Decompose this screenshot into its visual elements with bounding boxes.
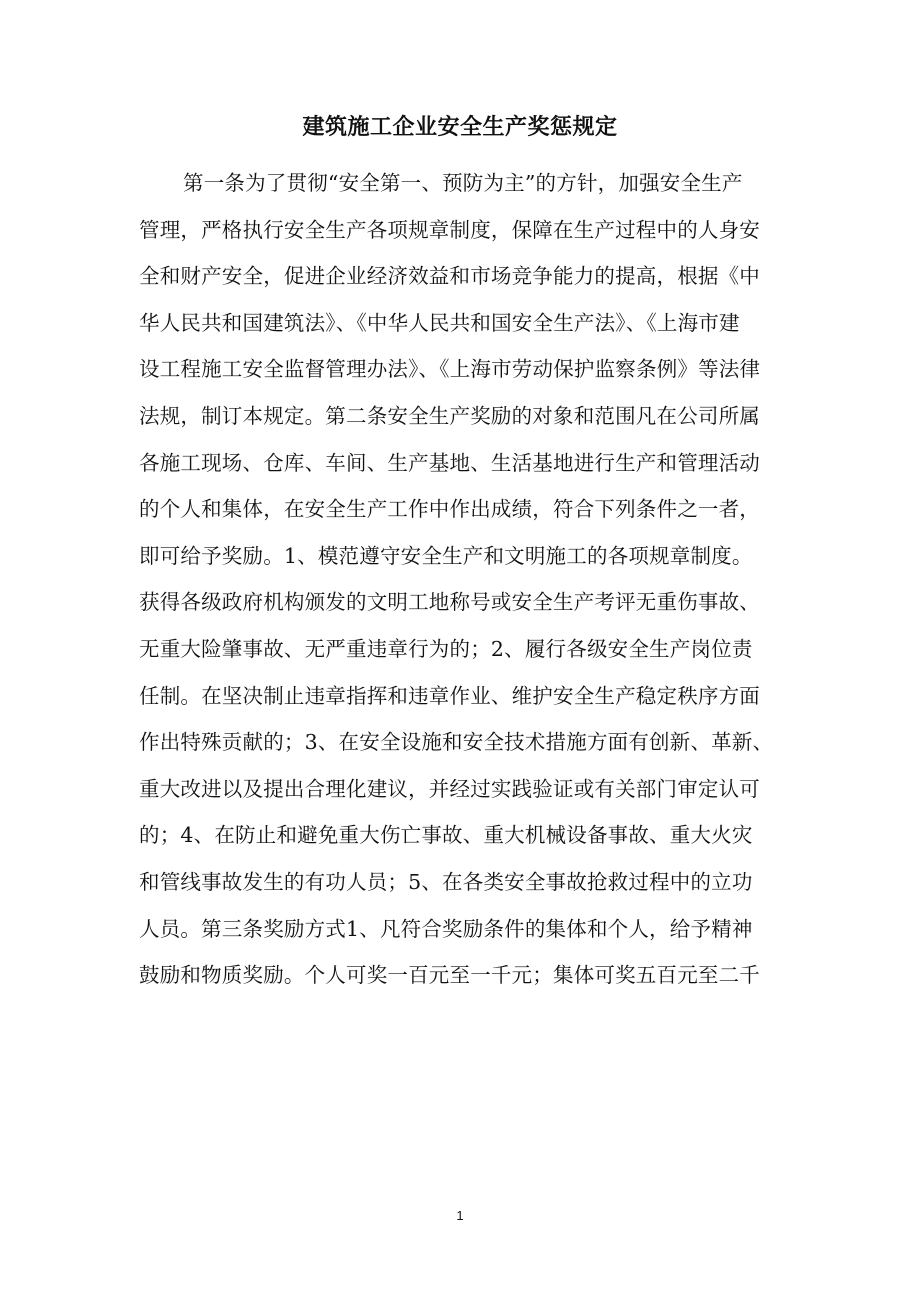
body-line: 人员。第三条奖励方式1、凡符合奖励条件的集体和个人，给予精神: [139, 916, 753, 941]
body-line: 设工程施工安全监督管理办法》、《上海市劳动保护监察条例》等法律: [139, 357, 761, 382]
body-line: 任制。在坚决制止违章指挥和违章作业、维护安全生产稳定秩序方面: [139, 683, 760, 708]
body-line: 作出特殊贡献的；3、在安全设施和安全技术措施方面有创新、革新、: [139, 730, 774, 755]
body-line: 的；4、在防止和避免重大伤亡事故、重大机械设备事故、重大火灾: [139, 823, 753, 848]
body-line: 第一条为了贯彻“安全第一、预防为主”的方针，加强安全生产: [183, 171, 743, 195]
body-line: 法规，制订本规定。第二条安全生产奖励的对象和范围凡在公司所属: [139, 403, 760, 428]
document-body: [139, 168, 789, 1007]
body-line: 华人民共和国建筑法》、《中华人民共和国安全生产法》、《上海市建: [139, 310, 740, 335]
body-line: 重大改进以及提出合理化建议，并经过实践验证或有关部门审定认可: [139, 776, 760, 801]
body-line: 即可给予奖励。1、模范遵守安全生产和文明施工的各项规章制度。: [139, 543, 753, 568]
document-title: 建筑施工企业安全生产奖惩规定: [302, 114, 618, 140]
body-line: 获得各级政府机构颁发的文明工地称号或安全生产考评无重伤事故、: [139, 590, 760, 615]
body-line: 和管线事故发生的有功人员；5、在各类安全事故抢救过程中的立功: [139, 869, 753, 894]
body-line: 全和财产安全，促进企业经济效益和市场竞争能力的提高，根据《中: [139, 264, 760, 289]
body-line: 无重大险肇事故、无严重违章行为的；2、履行各级安全生产岗位责: [139, 636, 753, 661]
page-number: 1: [456, 1208, 464, 1223]
body-line: 的个人和集体，在安全生产工作中作出成绩，符合下列条件之一者，: [139, 497, 760, 522]
body-line: 管理，严格执行安全生产各项规章制度，保障在生产过程中的人身安: [139, 217, 760, 242]
body-line: 鼓励和物质奖励。个人可奖一百元至一千元；集体可奖五百元至二千: [139, 963, 760, 988]
body-line: 各施工现场、仓库、车间、生产基地、生活基地进行生产和管理活动: [139, 450, 760, 475]
